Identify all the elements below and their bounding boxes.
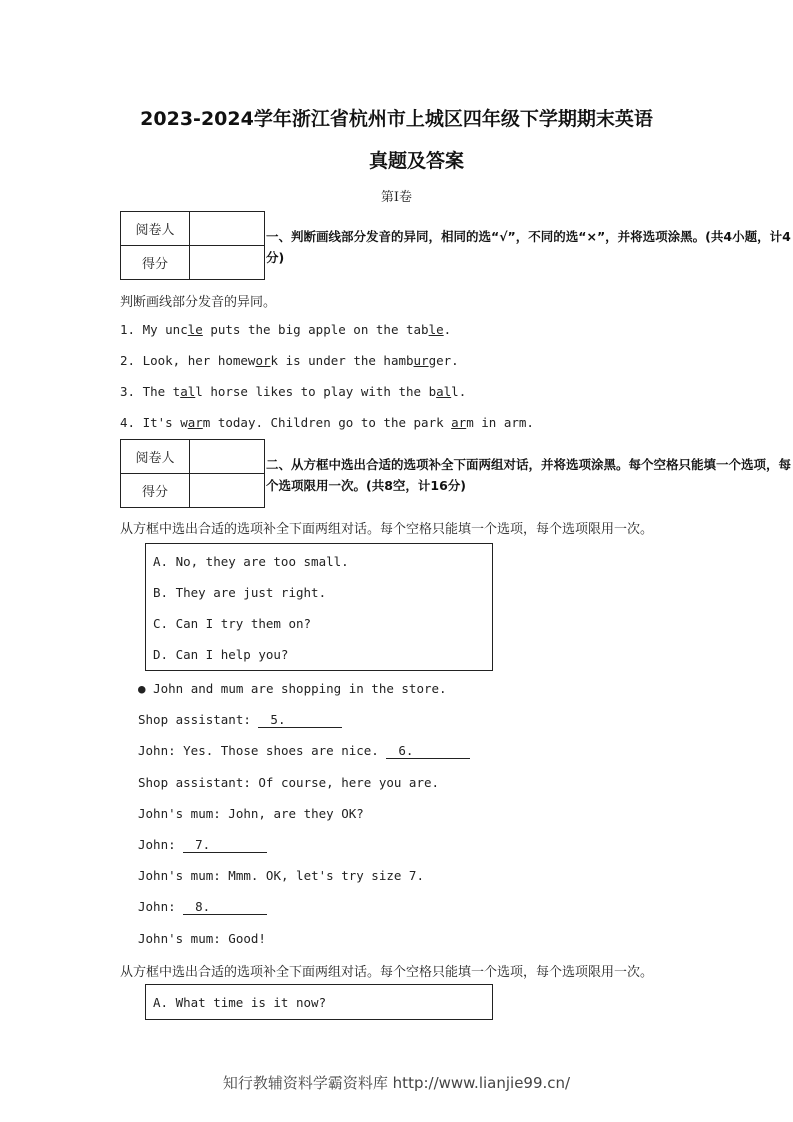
reviewer-label: 阅卷人	[121, 212, 190, 246]
section2-instruction: 从方框中选出合适的选项补全下面两组对话。每个空格只能填一个选项，每个选项限用一次。	[120, 522, 654, 537]
page-title-line2: 真题及答案	[368, 150, 464, 172]
reviewer-blank	[190, 212, 265, 246]
scene-line: ● John and mum are shopping in the store.	[138, 681, 447, 696]
bullet-icon: ●	[138, 681, 154, 696]
dialogue-line: Shop assistant: Of course, here you are.	[138, 775, 440, 790]
option-a: A. No, they are too small.	[153, 554, 349, 569]
score-blank	[190, 246, 265, 280]
option-a: A. What time is it now?	[153, 995, 327, 1010]
answer-blank: 6.	[386, 743, 470, 759]
answer-blank: 5.	[258, 712, 342, 728]
dialogue-line-8: John: 8.	[138, 899, 267, 915]
answer-blank: 8.	[183, 899, 267, 915]
section2-instruction-2: 从方框中选出合适的选项补全下面两组对话。每个空格只能填一个选项，每个选项限用一次。	[120, 965, 654, 980]
reviewer-label: 阅卷人	[121, 440, 190, 474]
score-table-2	[120, 439, 265, 508]
section1-instruction: 判断画线部分发音的异同。	[120, 295, 277, 310]
volume-label: 第Ⅰ卷	[380, 190, 413, 205]
reviewer-blank	[190, 440, 265, 474]
footer-watermark: 知行教辅资料学霸资料库 http://www.lianjie99.cn/	[222, 1074, 571, 1092]
dialogue-line: John's mum: Good!	[138, 931, 266, 946]
score-blank	[190, 474, 265, 508]
dialogue-line-6: John: Yes. Those shoes are nice. 6.	[138, 743, 470, 759]
option-c: C. Can I try them on?	[153, 616, 312, 631]
dialogue-line: John's mum: John, are they OK?	[138, 806, 364, 821]
question-3: 3. The tall horse likes to play with the ball.	[120, 384, 467, 399]
page-title: 2023-2024学年浙江省杭州市上城区四年级下学期期末英语	[140, 108, 653, 130]
score-label: 得分	[121, 474, 190, 508]
option-d: D. Can I help you?	[153, 647, 289, 662]
option-b: B. They are just right.	[153, 585, 327, 600]
dialogue-line-5: Shop assistant: 5.	[138, 712, 342, 728]
question-4: 4. It's warm today. Children go to the park arm in arm.	[120, 415, 534, 430]
section1-heading: 一、判断画线部分发音的异同，相同的选“√”，不同的选“×”，并将选项涂黑。(共4小题，计4分)	[266, 229, 791, 265]
section2-heading: 二、从方框中选出合适的选项补全下面两组对话，并将选项涂黑。每个空格只能填一个选项，每个选项限用一次。(共8空，计16分)	[266, 457, 792, 493]
score-label: 得分	[121, 246, 190, 280]
question-1: 1. My uncle puts the big apple on the table.	[120, 322, 452, 337]
dialogue-line-7: John: 7.	[138, 837, 267, 853]
answer-blank: 7.	[183, 837, 267, 853]
dialogue-line: John's mum: Mmm. OK, let's try size 7.	[138, 868, 424, 883]
score-table-1	[120, 211, 265, 280]
question-2: 2. Look, her homework is under the hamburger.	[120, 353, 459, 368]
